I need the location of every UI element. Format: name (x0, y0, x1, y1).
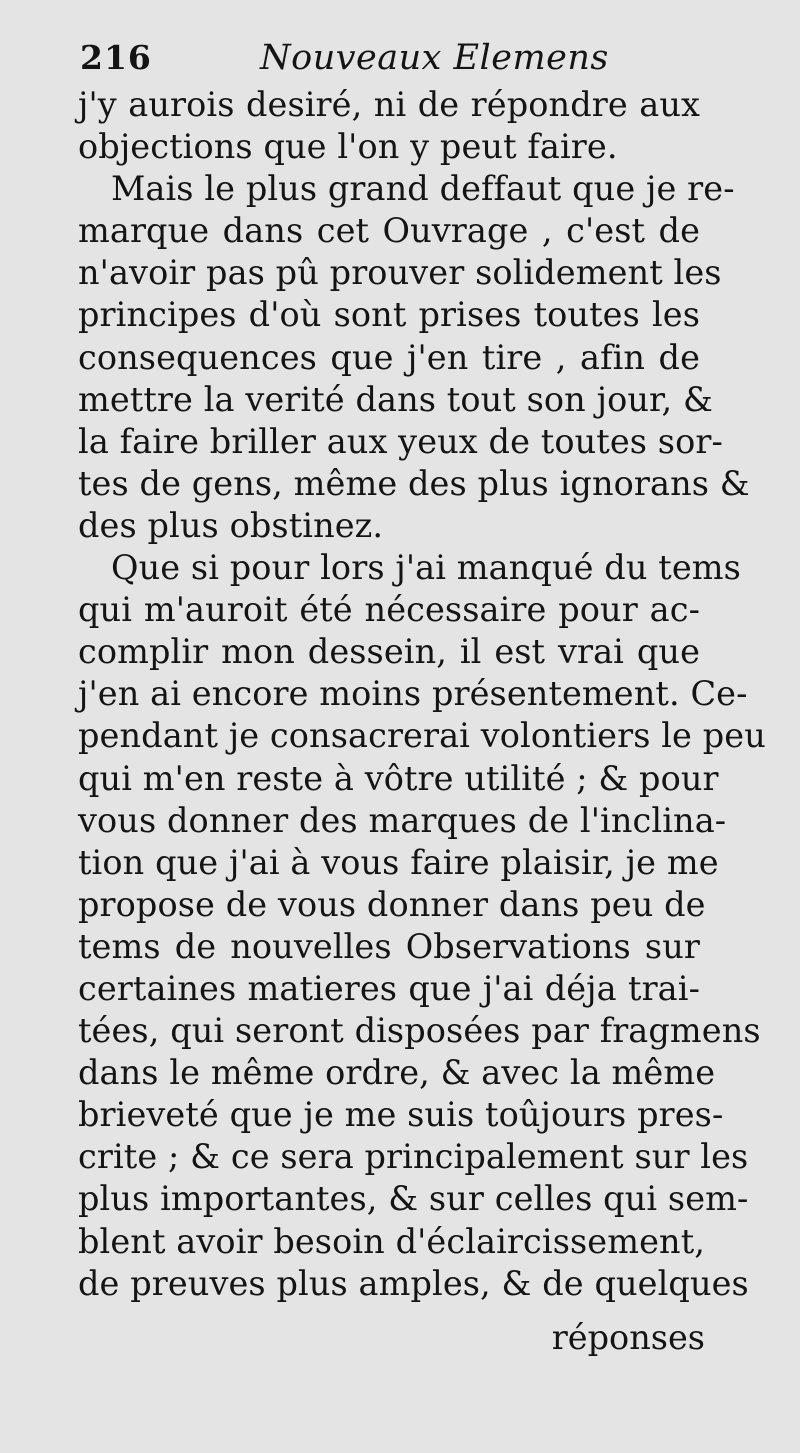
text-line: objections que l'on y peut faire. (78, 127, 618, 167)
body-text (78, 84, 766, 1305)
text-line: plus importantes, & sur celles qui sem- (78, 1179, 749, 1219)
text-line: la faire briller aux yeux de toutes sor- (78, 421, 723, 461)
text-line: blent avoir besoin d'éclaircissement, (78, 1221, 705, 1261)
text-line: vous donner des marques de l'inclina- (78, 800, 727, 840)
text-line: brieveté que je me suis toûjours pres- (78, 1095, 724, 1135)
text-line: n'avoir pas pû prouver solidement les (78, 253, 722, 293)
text-line: propose de vous donner dans peu de (78, 884, 706, 924)
text-line: complir mon dessein, il est vrai que (78, 632, 700, 672)
running-title: Nouveaux Elemens (260, 38, 609, 78)
catchword: réponses (551, 1318, 705, 1357)
text-line: principes d'où sont prises toutes les (78, 295, 700, 335)
text-line: qui m'auroit été nécessaire pour ac- (78, 590, 700, 630)
text-line: consequences que j'en tire , afin de (78, 337, 700, 377)
text-line: de preuves plus amples, & de quelques (78, 1263, 749, 1303)
text-line: dans le même ordre, & avec la même (78, 1053, 716, 1093)
text-line: tems de nouvelles Observations sur (78, 926, 700, 966)
text-line: tées, qui seront disposées par fragmens (78, 1011, 761, 1051)
text-line: Que si pour lors j'ai manqué du tems (111, 548, 741, 588)
page-number: 216 (80, 38, 152, 77)
text-line: j'en ai encore moins présentement. Ce- (78, 674, 748, 714)
text-line: tion que j'ai à vous faire plaisir, je me (78, 842, 719, 882)
text-line: tes de gens, même des plus ignorans & (78, 463, 750, 503)
text-line: Mais le plus grand deffaut que je re- (111, 169, 735, 209)
page-header (80, 38, 705, 88)
text-line: crite ; & ce sera principalement sur les (78, 1137, 749, 1177)
text-line: certaines matieres que j'ai déja trai- (78, 968, 700, 1008)
text-line: marque dans cet Ouvrage , c'est de (78, 211, 700, 251)
text-line: mettre la verité dans tout son jour, & (78, 379, 713, 419)
text-line: j'y aurois desiré, ni de répondre aux (78, 85, 700, 124)
text-line: des plus obstinez. (78, 505, 384, 545)
text-line: pendant je consacrerai volontiers le peu (78, 716, 766, 756)
text-line: qui m'en reste à vôtre utilité ; & pour (78, 758, 719, 798)
